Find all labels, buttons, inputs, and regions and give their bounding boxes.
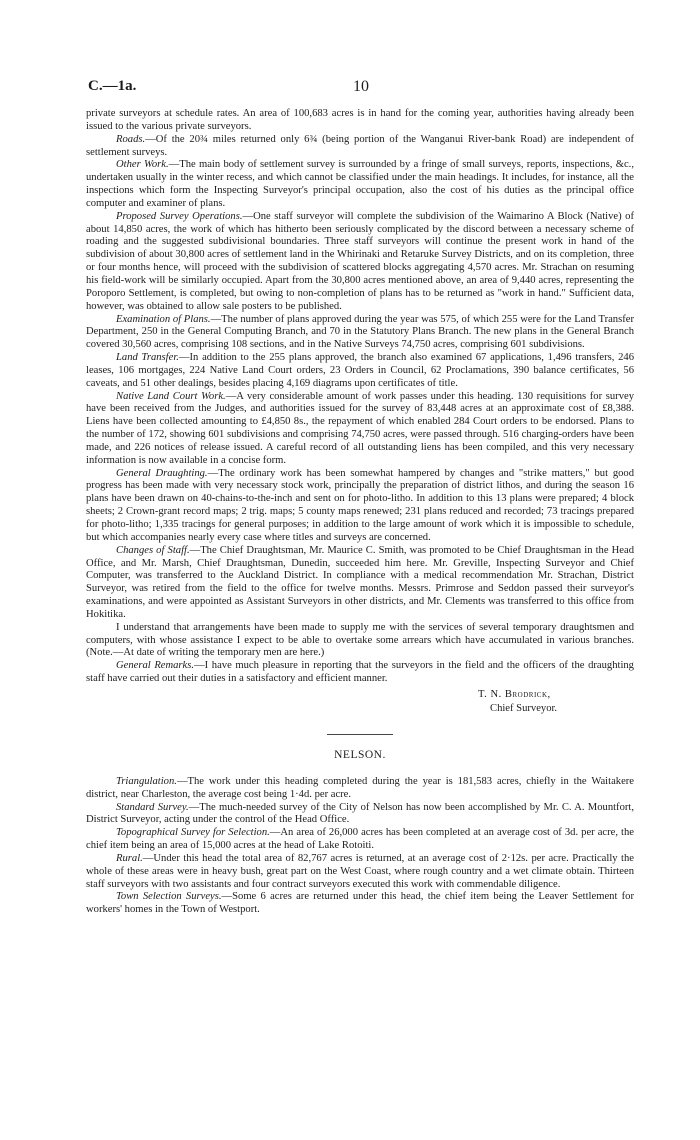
paragraph <box>86 802 634 828</box>
page-header <box>88 78 634 102</box>
paragraph <box>86 622 634 661</box>
paragraph-heading: Rural. <box>116 852 143 864</box>
paragraph-heading: Standard Survey. <box>116 801 189 813</box>
paragraph <box>86 108 634 134</box>
paragraph-text: —An area of 26,000 acres has been completed at an average cost of 3d. per acre, the chief item being an area of 15,000 acres at the head of Lake Rotoiti. <box>86 827 634 852</box>
paragraph <box>86 545 634 622</box>
signatory-title: Chief Surveyor. <box>490 702 558 714</box>
paragraph-text: —Under this head the total area of 82,767 acres is returned, at an average cost of 2·12s. per acre. Practically the whole of these areas were in heavy bush, great part on the West Coast, where rough country and a wet climate obtain. Thirteen staff surveyors with two assistants and four contract surveyors executed this work with commendable diligence. <box>86 852 634 890</box>
paragraph-text: —I have much pleasure in reporting that the surveyors in the field and the officers of the draughting staff have carried out their duties in a satisfactory and efficient manner. <box>86 660 634 685</box>
paragraph <box>86 891 634 917</box>
paragraph-heading: Changes of Staff. <box>116 544 190 556</box>
paragraph-heading: General Draughting. <box>116 467 208 479</box>
paragraph-heading: Topographical Survey for Selection. <box>116 827 270 839</box>
paragraph <box>86 211 634 314</box>
paragraph-text: —The main body of settlement survey is surrounded by a fringe of small surveys, reports, inspections, &c., undertaken usually in the winter recess, and which cannot be classified under the main headings. It includes, for instance, all the inspections which form the Inspecting Surveyor's principal occupation, also the cost of his duties as the principal office computer and examiner of plans. <box>86 159 634 209</box>
paragraph-heading: Land Transfer. <box>116 352 179 364</box>
paragraph-text: private surveyors at schedule rates. An area of 100,683 acres is in hand for the coming year, authorities having already been issued to the various private surveyors. <box>86 108 634 132</box>
paragraph-text: —The work under this heading completed during the year is 181,583 acres, chiefly in the Waitakere district, near Charleston, the average cost being 1·4d. per acre. <box>86 775 634 800</box>
paragraph <box>86 314 634 353</box>
paragraph-text: —One staff surveyor will complete the subdivision of the Waimarino A Block (Native) of about 14,850 acres, the work of which has hitherto been seriously complicated by the discord between a necessary scheme of roading and the suggested subdivisional boundaries. Three staff surveyors will continue the present work in hand of the subdivision of about 30,800 acres of settlement land in the Whirinaki and Retaruke Survey Districts, and on its completion, three or four months hence, will proceed with the subdivision of scattered blocks aggregating 4,570 acres. Mr. Strachan on resuming his field-work will be similarly occupied. Apart from the 30,800 acres mentioned above, an area of 9,440 acres, representing the Poroporo Settlement, is completed, but owing to non-completion of plans has to be returned as "work in hand." Sufficient data, however, was obtained to allow sale posters to be published. <box>86 210 634 312</box>
paragraph-text: —The number of plans approved during the year was 575, of which 255 were for the Land Transfer Department, 250 in the General Computing Branch, and 70 in the Statutory Plans Branch. The new plans in the General Branch covered 30,560 acres, comprising 108 sections, and in the Native Surveys 74,750 acres, comprising 601 subdivisions. <box>86 313 634 351</box>
paragraph-text: —Some 6 acres are returned under this head, the chief item being the Leaver Settlement for workers' homes in the Town of Westport. <box>86 891 634 916</box>
paragraph <box>86 391 634 468</box>
paragraph-heading: General Remarks. <box>116 660 195 672</box>
paragraph <box>86 660 634 686</box>
paragraph-text: —Of the 20¾ miles returned only 6¾ (being portion of the Wanganui River-bank Road) are independent of settlement surveys. <box>86 133 634 158</box>
section-heading-nelson: NELSON. <box>334 748 386 761</box>
paragraph <box>86 159 634 210</box>
report-paragraphs <box>86 108 634 686</box>
paragraph <box>86 827 634 853</box>
paragraph-text: —A very considerable amount of work passes under this heading. 130 requisitions for survey have been received from the Judges, and authorities issued for the survey of 83,448 acres at an approximate cost of £8,388. Liens have been collected amounting to £4,850 8s., the repayment of which enabled 284 Court orders to be endorsed. Plans to the number of 172, showing 601 subdivisions and comprising 74,750 acres, were passed through. 516 charging-orders have been made, and 226 notices of release issued. A careful record of all outstanding liens has been compiled, and this very necessary information is now available in a concise form. <box>86 390 634 466</box>
report-body <box>86 108 634 917</box>
signature-block <box>86 688 634 716</box>
paragraph-heading: Roads. <box>116 133 146 145</box>
paragraph-heading: Proposed Survey Operations. <box>116 210 243 222</box>
paragraph-text: —The ordinary work has been somewhat hampered by changes and "strike matters," but good progress has been made with very necessary stock work, principally the preparation of district lithos, and during the season 16 plans have been drawn on 40-chains-to-the-inch and sent on for photo-litho. In addition to this 13 plans were prepared; 4 block sheets; 2 Crown-grant record maps; 2 trig. maps; 5 county maps renewed; 231 plans reduced and recorded; 73 tracings prepared for photo-litho; 1,335 tracings for general purposes; in addition to the large amount of work which it is impossible to schedule, but which accompanies nearly every case where titles and surveys are concerned. <box>86 467 635 543</box>
paragraph <box>86 853 634 892</box>
paragraph <box>86 468 634 545</box>
paragraph <box>86 776 634 802</box>
paragraph <box>86 352 634 391</box>
paragraph-heading: Triangulation. <box>116 775 177 787</box>
nelson-paragraphs <box>86 776 634 917</box>
parliamentary-paper-reference: C.—1a. <box>88 78 137 94</box>
signatory-name: T. N. Brodrick, <box>478 688 551 700</box>
paragraph-text: I understand that arrangements have been made to supply me with the services of several temporary draughtsmen and computers, with whose assistance I expect to be able to overtake some arrears which have accumulated in various branches. (Note.—At date of writing the temporary men are here.) <box>86 621 634 659</box>
paragraph-heading: Native Land Court Work. <box>116 390 226 402</box>
paragraph-heading: Town Selection Surveys. <box>116 891 222 903</box>
paragraph-heading: Other Work. <box>116 159 169 171</box>
paragraph-heading: Examination of Plans. <box>116 313 211 325</box>
paragraph-text: —In addition to the 255 plans approved, the branch also examined 67 applications, 1,496 transfers, 246 leases, 106 mortgages, 224 Native Land Court orders, 23 Orders in Council, 62 Proclamations, 390 balance certificates, 56 caveats, and 51 other dealings, besides placing 4,169 diagrams upon certificates of title. <box>86 352 634 389</box>
paragraph <box>86 134 634 160</box>
page-number: 10 <box>353 78 369 95</box>
paragraph-text: —The much-needed survey of the City of Nelson has now been accomplished by Mr. C. A. Mountfort, District Surveyor, acting under the control of the Head Office. <box>86 801 635 826</box>
section-divider <box>327 734 393 735</box>
paragraph-text: —The Chief Draughtsman, Mr. Maurice C. Smith, was promoted to be Chief Draughtsman in the Head Office, and Mr. Marsh, Chief Draughtsman, Dunedin, succeeded him here. Mr. Greville, Inspecting Surveyor and Chief Computer, was transferred to the Auckland District. In compliance with a medical recommendation Mr. Strachan, District Surveyor, was retired from the field to the office for twelve months. Messrs. Primrose and Seddon passed their surveyor's examinations, and were appointed as Assistant Surveyors in other districts, and Mr. Clements was transferred to this office from Hokitika. <box>86 544 634 620</box>
